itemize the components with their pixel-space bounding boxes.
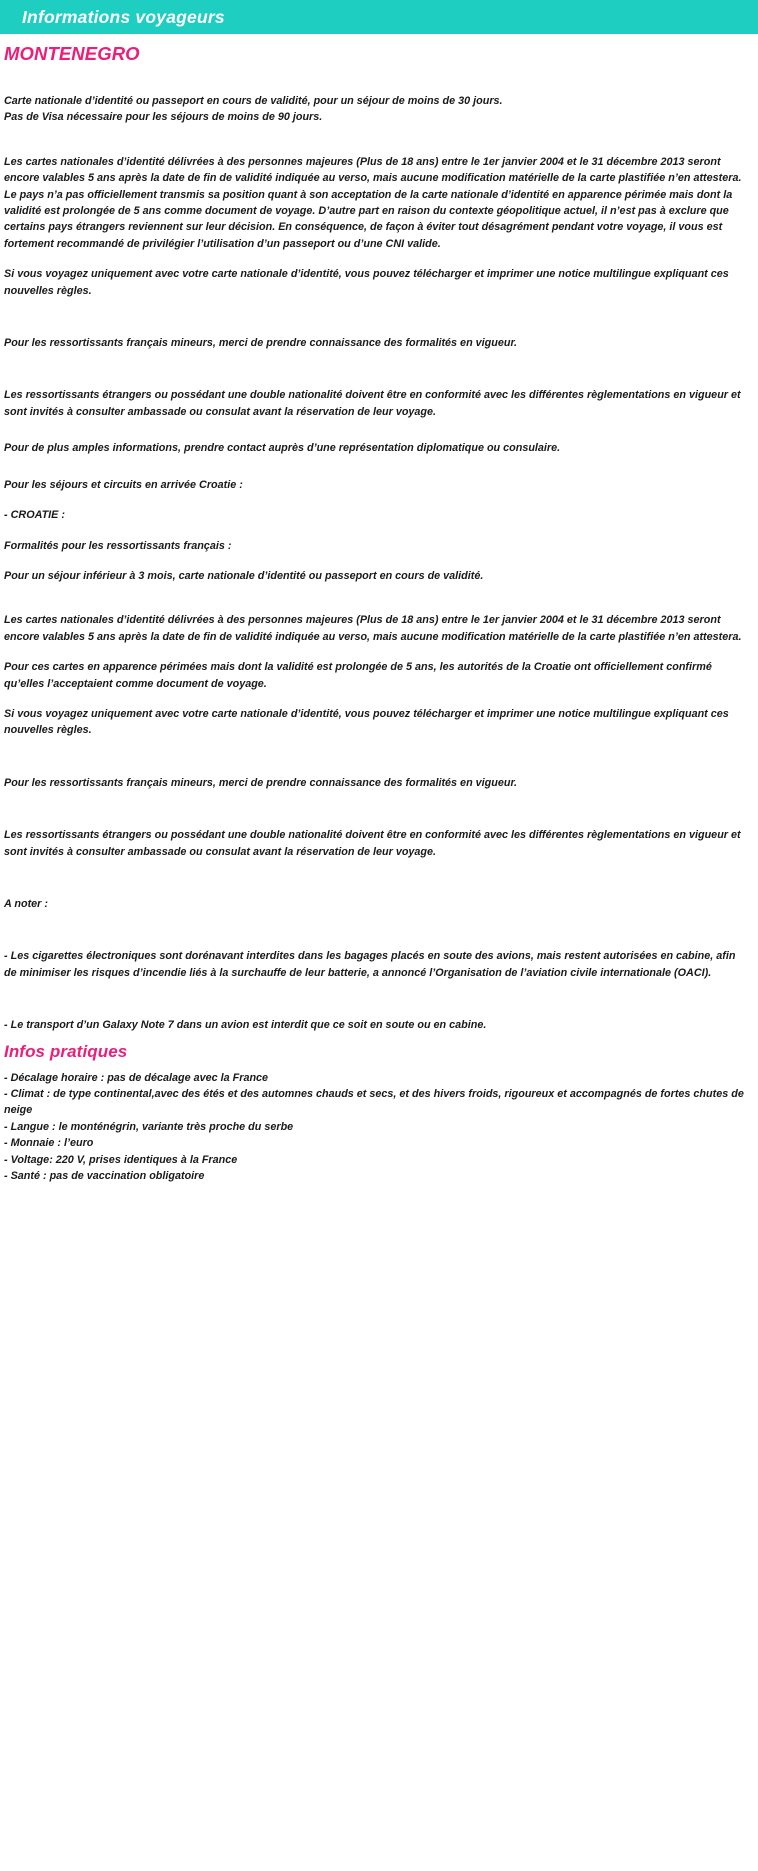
croatia-formalities-title: Formalités pour les ressortissants français :	[4, 539, 232, 552]
cni-rules-block	[4, 154, 750, 252]
practical-item: - Santé : pas de vaccination obligatoire	[4, 1170, 205, 1183]
practical-item: - Monnaie : l’euro	[4, 1137, 94, 1150]
practical-info-list	[4, 1070, 750, 1185]
cni-rule-2: Le pays n’a pas officiellement transmis sa position quant à son acceptation de la carte nationale d’identité en apparence périmée mais dont la validité est prolongée de 5 ans comme document de voyage. D’autre part en raison du contexte géopolitique actuel, il n’est pas à exclure que certains pays étrangers reviennent sur leur décision. En conséquence, de façon à éviter tout désagrément pendant votre voyage, il vous est fortement recommandé de privilégier l’utilisation d’un passeport ou d’une CNI valide.	[4, 188, 733, 250]
cni-rule-1: Les cartes nationales d’identité délivrées à des personnes majeures (Plus de 18 ans) entre le 1er janvier 2004 et le 31 décembre 2013 seront encore valables 5 ans après la date de fin de validité indiquée au verso, mais aucune modification matérielle de la carte plastifiée n’en attestera.	[4, 155, 742, 185]
intro-line-1: Carte nationale d’identité ou passeport en cours de validité, pour un séjour de moins de 30 jours.	[4, 95, 503, 107]
country-heading: MONTENEGRO	[4, 43, 140, 64]
croatia-intro: Pour les séjours et circuits en arrivée Croatie :	[4, 478, 243, 491]
intro-line-2: Pas de Visa nécessaire pour les séjours de moins de 90 jours.	[4, 111, 323, 124]
more-information: Pour de plus amples informations, prendre contact auprès d’une représentation diplomatique ou consulaire.	[4, 442, 561, 455]
page-header	[0, 0, 758, 34]
note-item-1: - Les cigarettes électroniques sont dorénavant interdites dans les bagages placés en soute des avions, mais restent autorisées en cabine, afin de minimiser les risques d’incendie liés à la surchauffe de leur batterie, a annoncé l’Organisation de l’aviation civile internationale (OACI).	[4, 950, 736, 979]
croatia-cni-rule-2: Pour ces cartes en apparence périmées mais dont la validité est prolongée de 5 ans, les autorités de la Croatie ont officiellement confirmé qu’elles l’acceptaient comme document de voyage.	[4, 661, 712, 690]
croatia-label: - CROATIE :	[4, 509, 65, 522]
practical-item: - Climat : de type continental,avec des étés et des automnes chauds et secs, et des hivers froids, rigoureux et accompagnés de fortes chutes de neige	[4, 1088, 744, 1117]
note-item-2: - Le transport d’un Galaxy Note 7 dans un avion est interdit que ce soit en soute ou en cabine.	[4, 1019, 487, 1032]
multilingual-notice: Si vous voyagez uniquement avec votre carte nationale d’identité, vous pouvez télécharger et imprimer une notice multilingue expliquant ces nouvelles règles.	[4, 268, 729, 297]
croatia-multilingual-notice: Si vous voyagez uniquement avec votre carte nationale d’identité, vous pouvez télécharger et imprimer une notice multilingue expliquant ces nouvelles règles.	[4, 707, 729, 737]
practical-item: - Langue : le monténégrin, variante très proche du serbe	[4, 1120, 294, 1133]
document-body	[0, 43, 758, 1184]
croatia-stay-duration: Pour un séjour inférieur à 3 mois, carte nationale d’identité ou passeport en cours de validité.	[4, 569, 484, 582]
page-title: Informations voyageurs	[22, 6, 225, 27]
practical-item: - Voltage: 220 V, prises identiques à la France	[4, 1153, 238, 1166]
minors-formalities: Pour les ressortissants français mineurs, merci de prendre connaissance des formalités en vigueur.	[4, 337, 518, 350]
foreign-nationals: Les ressortissants étrangers ou possédant une double nationalité doivent être en conformité avec les différentes règlementations en vigueur et sont invités à consulter ambassade ou consulat avant la réservation de leur voyage.	[4, 389, 741, 418]
intro-block	[4, 93, 750, 126]
croatia-minors-formalities: Pour les ressortissants français mineurs, merci de prendre connaissance des formalités en vigueur.	[4, 776, 518, 789]
practical-item: - Décalage horaire : pas de décalage avec la France	[4, 1071, 269, 1084]
croatia-cni-rule-1: Les cartes nationales d’identité délivrées à des personnes majeures (Plus de 18 ans) entre le 1er janvier 2004 et le 31 décembre 2013 seront encore valables 5 ans après la date de fin de validité indiquée au verso, mais aucune modification matérielle de la carte plastifiée n’en attestera.	[4, 614, 742, 643]
croatia-foreign-nationals: Les ressortissants étrangers ou possédant une double nationalité doivent être en conformité avec les différentes règlementations en vigueur et sont invités à consulter ambassade ou consulat avant la réservation de leur voyage.	[4, 829, 741, 858]
practical-info-heading: Infos pratiques	[4, 1041, 128, 1061]
note-label: A noter :	[4, 897, 48, 910]
